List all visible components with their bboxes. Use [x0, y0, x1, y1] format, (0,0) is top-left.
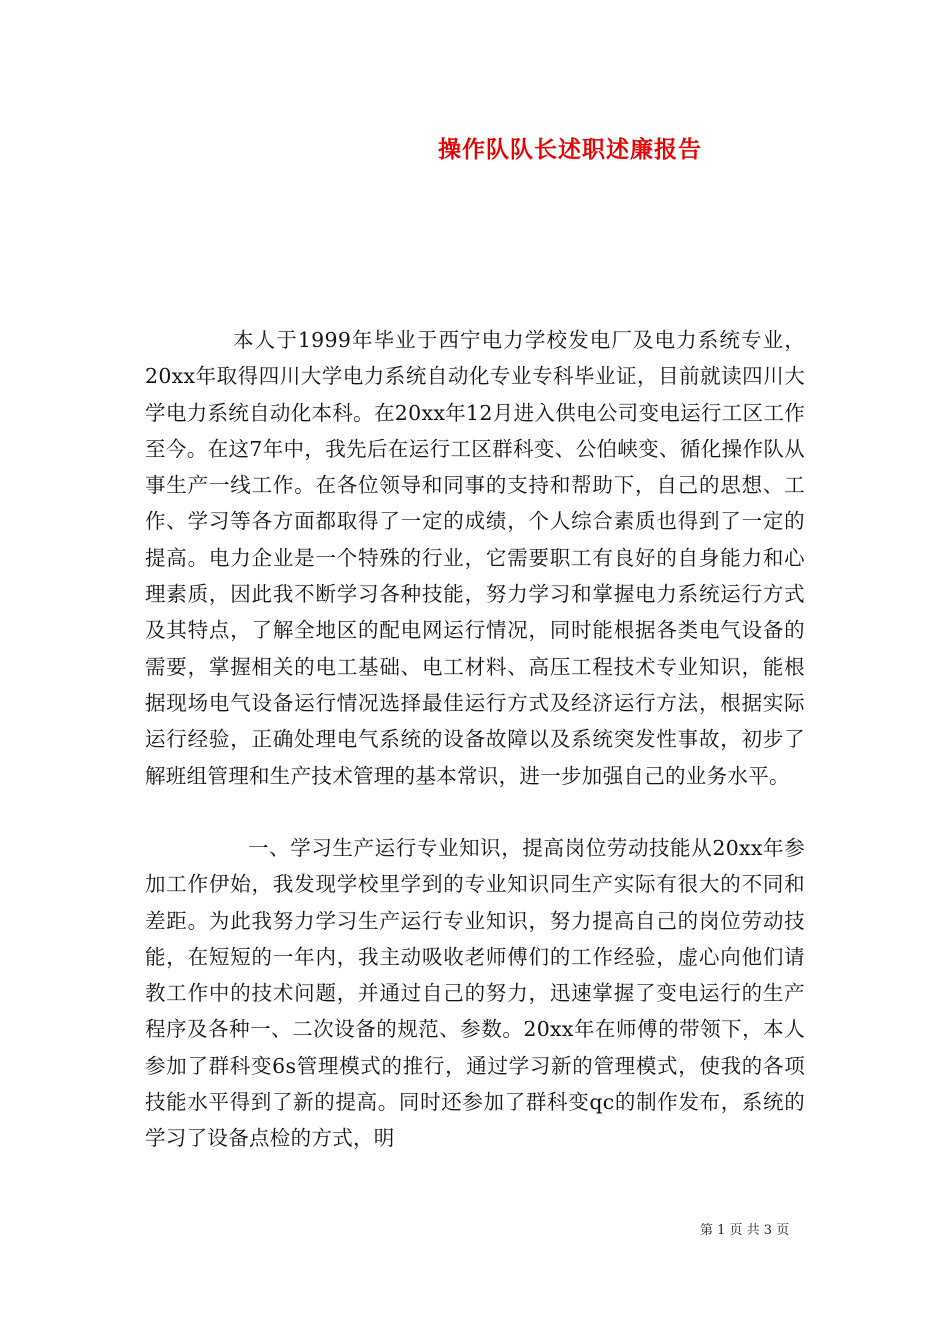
body-paragraph-1: 本人于1999年毕业于西宁电力学校发电厂及电力系统专业，20xx年取得四川大学电力系统自动化专业专科毕业证，目前就读四川大学电力系统自动化本科。在20xx年12月进入供电公司变电运行工区工作至今。在这7年中，我先后在运行工区群科变、公伯峡变、循化操作队从事生产一线工作。在各位领导和同事的支持和帮助下，自己的思想、工作、学习等各方面都取得了一定的成绩，个人综合素质也得到了一定的提高。电力企业是一个特殊的行业，它需要职工有良好的自身能力和心理素质，因此我不断学习各种技能，努力学习和掌握电力系统运行方式及其特点，了解全地区的配电网运行情况，同时能根据各类电气设备的需要，掌握相关的电工基础、电工材料、高压工程技术专业知识，能根据现场电气设备运行情况选择最佳运行方式及经济运行方法，根据实际运行经验，正确处理电气系统的设备故障以及系统突发性事故，初步了解班组管理和生产技术管理的基本常识，进一步加强自己的业务水平。 — [145, 328, 805, 788]
document-title-text: 操作队队长述职述廉报告 — [438, 136, 702, 163]
document-title — [0, 134, 950, 166]
page-number-footer: 第 1 页 共 3 页 — [700, 1223, 790, 1238]
body-paragraph-2: 一、学习生产运行专业知识，提高岗位劳动技能从20xx年参加工作伊始，我发现学校里学到的专业知识同生产实际有很大的不同和差距。为此我努力学习生产运行专业知识，努力提高自己的岗位劳动技能，在短短的一年内，我主动吸收老师傅们的工作经验，虚心向他们请教工作中的技术问题，并通过自己的努力，迅速掌握了变电运行的生产程序及各种一、二次设备的规范、参数。20xx年在师傅的带领下，本人参加了群科变6s管理模式的推行，通过学习新的管理模式，使我的各项技能水平得到了新的提高。同时还参加了群科变qc的制作发布，系统的学习了设备点检的方式，明 — [145, 836, 805, 1151]
